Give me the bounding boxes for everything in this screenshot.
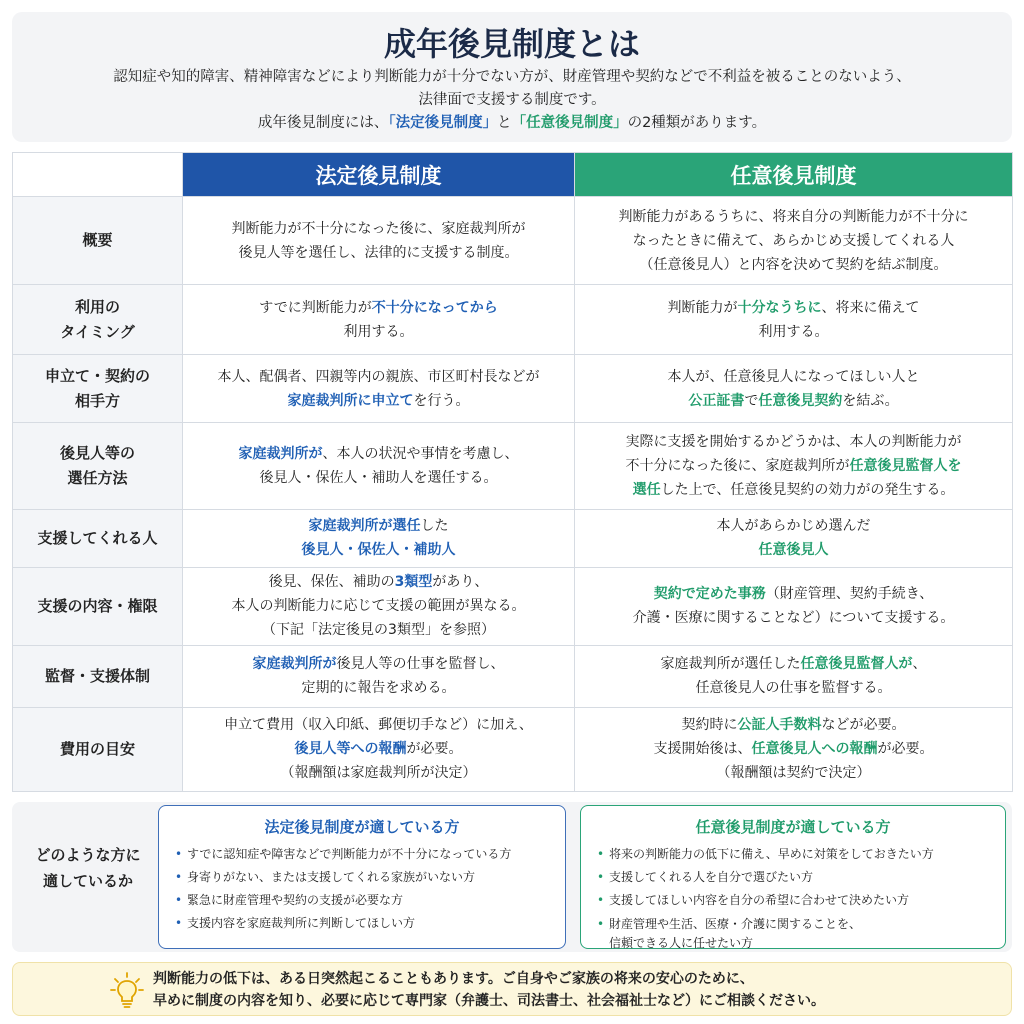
cell-line [583,713,1004,737]
suitability-label [20,842,156,894]
intro-line-3 [12,112,1012,135]
cell-line [191,442,566,466]
cell-text: 後見人等の仕事を監督し、 [336,656,505,673]
highlighted-text: 任意後見人 [758,542,829,559]
highlighted-text: 家庭裁判所に申立て [287,392,414,409]
cell-line [191,737,566,761]
cell-text: した上で、任意後見契約の効力がの発生する。 [660,481,955,498]
table-row-cost [13,707,1013,791]
row-label-line: 支援の内容・権限 [37,596,158,615]
cell-text: 不十分になった後に、家庭裁判所が [625,457,850,474]
voluntary-cell [575,645,1013,707]
voluntary-cell [575,197,1013,285]
advice-note-line-1: 判断能力の低下は、ある日突然起こることもあります。ご自身やご家族の将来の安心のために、 [153,971,754,987]
intro-text-mid: と [497,115,512,131]
cell-text: 、本人の状況や事情を考慮し、 [322,445,519,462]
highlighted-text: 契約で定めた事務 [653,586,766,603]
cell-text: 、 [912,656,927,673]
highlighted-text: 家庭裁判所が選任 [308,518,421,535]
cell-text: 支援開始後は、 [653,741,752,758]
cell-line [583,253,1004,277]
cell-line [191,761,566,785]
advice-note-text [153,968,1003,1012]
cell-line [583,229,1004,253]
cell-text: 、将来に備えて [821,299,920,316]
cell-text: 任意後見人の仕事を監督する。 [695,680,892,697]
column-header-legal: 法定後見制度 [183,153,575,197]
voluntary-cell [575,355,1013,423]
cell-text: 本人、配偶者、四親等内の親族、市区町村長などが [217,368,540,385]
cell-line [191,594,566,618]
list-item [595,915,991,953]
cell-text: が必要。 [877,741,934,758]
cell-text: 本人があらかじめ選んだ [716,518,871,535]
cell-text: 契約時に [681,717,738,734]
cell-text: 後見人・保佐人・補助人を選任する。 [259,469,498,486]
suitability-label-line-2: 適しているか [42,872,133,890]
list-item: • すでに認知症や障害などで判断能力が不十分になっている方 [173,843,551,866]
voluntary-cell [575,567,1013,645]
cell-line [583,296,1004,320]
cell-text: なったときに備えて、あらかじめ支援してくれる人 [632,232,955,249]
cell-text: 本人の判断能力に応じて支援の範囲が異なる。 [231,598,526,615]
intro-term-voluntary: 「任意後見制度」 [511,115,628,131]
row-label-line: 監督・支援体制 [44,666,150,685]
voluntary-suitability-title: 任意後見制度が適している方 [695,818,891,836]
cell-text: があり、 [432,574,489,591]
intro-line-2: 法律面で支援する制度です。 [418,92,606,108]
cell-text: が必要。 [406,741,463,758]
cell-text: などが必要。 [821,717,906,734]
cell-line [583,606,1004,630]
highlighted-text: 家庭裁判所が [252,656,337,673]
intro-line-1: 認知症や知的障害、精神障害などにより判断能力が十分でない方が、財産管理や契約などで不利益を被ることのないよう、 [113,69,911,85]
comparison-table [12,152,1013,792]
cell-line [191,538,566,562]
cell-line [191,466,566,490]
voluntary-cell [575,285,1013,355]
cell-line [583,652,1004,676]
cell-line [191,676,566,700]
legal-suitability-box [158,805,566,949]
cell-text: （財産管理、契約手続き、 [765,586,934,603]
cell-line [583,430,1004,454]
table-row-selection [13,423,1013,509]
cell-text: （報酬額は契約で決定） [716,765,871,782]
list-item-line-2: 信頼できる人に任せたい方 [609,936,754,950]
legal-cell [183,509,575,567]
cell-line [583,205,1004,229]
row-label [13,567,183,645]
highlighted-text: 選任 [632,481,661,498]
intro-term-legal: 「法定後見制度」 [388,115,498,131]
cell-line [191,652,566,676]
cell-text: 申立て費用（収入印紙、郵便切手など）に加え、 [224,717,533,734]
cell-line [583,389,1004,413]
highlighted-text: 公証人手数料 [737,717,822,734]
row-label-line: 選任方法 [67,468,128,487]
list-item: • 緊急に財産管理や契約の支援が必要な方 [173,889,551,912]
page-title: 成年後見制度とは [383,25,640,63]
cell-text: 本人が、任意後見人になってほしい人と [667,368,920,385]
row-label-line: 支援してくれる人 [37,528,158,547]
cell-line [191,570,566,594]
highlighted-text: 後見人・保佐人・補助人 [301,542,456,559]
table-row-overview [13,197,1013,285]
suitability-section [12,802,1012,952]
cell-line [583,454,1004,478]
cell-text: を行う。 [413,392,470,409]
voluntary-cell [575,509,1013,567]
cell-text: で [744,392,759,409]
highlighted-text: 不十分になってから [371,299,498,316]
cell-line [191,713,566,737]
list-item: • 身寄りがない、または支援してくれる家族がいない方 [173,866,551,889]
comparison-header-row [13,153,1013,197]
column-header-voluntary: 任意後見制度 [575,153,1013,197]
cell-text: すでに判断能力が [259,299,372,316]
cell-line [191,365,566,389]
cell-text: 介護・医療に関することなど）について支援する。 [632,610,955,627]
cell-text: （報酬額は家庭裁判所が決定） [280,765,477,782]
cell-text: 後見人等を選任し、法律的に支援する制度。 [238,244,519,261]
list-item: • 支援内容を家庭裁判所に判断してほしい方 [173,912,551,935]
highlighted-text: 任意後見契約 [758,392,843,409]
legal-cell [183,197,575,285]
advice-note-line-2: 早めに制度の内容を知り、必要に応じて専門家（弁護士、司法書士、社会福祉士など）にご相談ください。 [153,993,825,1009]
legal-suitability-list [173,843,551,935]
cell-text: 定期的に報告を求める。 [301,680,456,697]
list-item: • 支援してくれる人を自分で選びたい方 [595,866,991,889]
cell-line [191,241,566,265]
row-label-line: 後見人等の [59,443,135,462]
comparison-body [13,197,1013,792]
highlighted-text: 3類型 [394,574,433,591]
voluntary-cell [575,707,1013,791]
highlighted-text: 公正証書 [688,392,745,409]
cell-text: 家庭裁判所が選任した [660,656,801,673]
row-label [13,197,183,285]
cell-line [191,389,566,413]
cell-text: 判断能力があるうちに、将来自分の判断能力が不十分に [618,208,969,225]
cell-line [191,618,566,642]
cell-line [583,478,1004,502]
highlighted-text: 家庭裁判所が [238,445,323,462]
cell-line [583,320,1004,344]
legal-cell [183,645,575,707]
row-label-line: 申立て・契約の [44,366,150,385]
suitability-label-line-1: どのような方に [35,846,141,864]
row-label-line: 費用の目安 [59,739,135,758]
voluntary-cell [575,423,1013,509]
cell-text: を結ぶ。 [842,392,899,409]
intro-panel [12,12,1012,142]
cell-text: 実際に支援を開始するかどうかは、本人の判断能力が [625,433,962,450]
cell-text: した [420,518,449,535]
header-empty-cell [13,153,183,197]
cell-line [191,320,566,344]
row-label-line: タイミング [60,322,135,341]
table-row-timing [13,285,1013,355]
row-label [13,285,183,355]
row-label-line: 概要 [82,231,113,250]
cell-line [583,538,1004,562]
row-label-line: 相手方 [74,391,120,410]
legal-suitability-title: 法定後見制度が適している方 [264,818,460,836]
table-row-supervision [13,645,1013,707]
legal-cell [183,355,575,423]
legal-cell [183,285,575,355]
cell-line [583,737,1004,761]
table-row-scope [13,567,1013,645]
highlighted-text: 任意後見監督人を [849,457,962,474]
row-label-line: 利用の [74,297,120,316]
cell-line [583,676,1004,700]
cell-line [583,582,1004,606]
highlighted-text: 十分なうちに [737,299,822,316]
row-label [13,509,183,567]
cell-text: 判断能力が [667,299,738,316]
cell-line [583,761,1004,785]
list-item: • 支援してほしい内容を自分の希望に合わせて決めたい方 [595,889,991,912]
highlighted-text: 後見人等への報酬 [294,741,407,758]
row-label [13,707,183,791]
cell-text: 後見、保佐、補助の [268,574,395,591]
cell-line [583,514,1004,538]
advice-note [12,962,1012,1016]
cell-line [583,365,1004,389]
cell-line [191,217,566,241]
voluntary-suitability-list [595,843,991,953]
intro-text-post: の2種類があります。 [627,115,767,131]
cell-line [191,514,566,538]
list-item-line-1: • 財産管理や生活、医療・介護に関することを、 [609,917,862,931]
cell-text: （下記「法定後見の3類型」を参照） [262,622,495,639]
legal-cell [183,707,575,791]
cell-text: 利用する。 [758,323,829,340]
list-item: • 将来の判断能力の低下に備え、早めに対策をしておきたい方 [595,843,991,866]
row-label [13,423,183,509]
row-label [13,355,183,423]
legal-cell [183,423,575,509]
intro-text-pre: 成年後見制度には、 [257,115,389,131]
table-row-applicant [13,355,1013,423]
cell-line [191,296,566,320]
cell-text: 判断能力が不十分になった後に、家庭裁判所が [231,220,526,237]
highlighted-text: 任意後見人への報酬 [751,741,878,758]
cell-text: 利用する。 [343,323,414,340]
legal-cell [183,567,575,645]
voluntary-suitability-box [580,805,1006,949]
lightbulb-icon [109,971,145,1011]
highlighted-text: 任意後見監督人が [800,656,913,673]
row-label [13,645,183,707]
table-row-supporter [13,509,1013,567]
cell-text: （任意後見人）と内容を決めて契約を結ぶ制度。 [639,256,948,273]
